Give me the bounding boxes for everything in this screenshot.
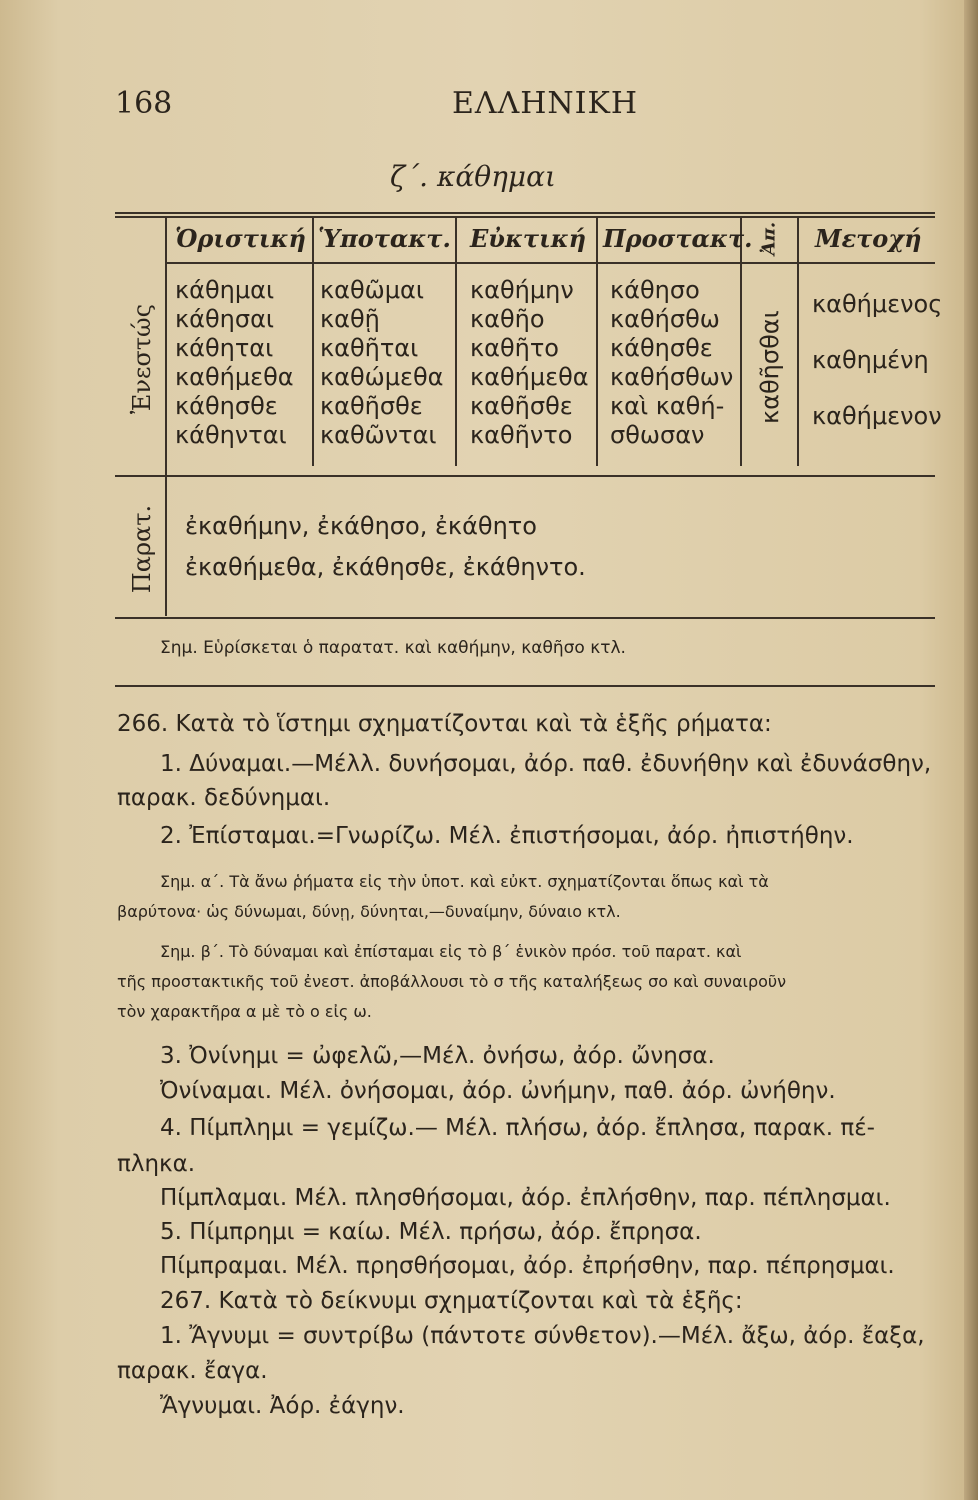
table-col-divider [797,216,799,466]
running-title: ΕΛΛΗΝΙΚΗ [452,86,639,121]
imperative-forms: κάθησο καθήσθω κάθησθε καθήσθων καὶ καθή- σθωσαν [610,276,734,449]
item-5-line-2: Πίμπραμαι. Μέλ. πρησθήσομαι, ἀόρ. ἐπρήσθην, παρ. πέπρησμαι. [160,1253,895,1279]
table-note: Σημ. Εὑρίσκεται ὁ παρατατ. καὶ καθήμην, καθῆσο κτλ. [160,638,626,658]
table-top-rule [115,212,935,214]
subjunctive-forms: καθῶμαι καθῇ καθῆται καθώμεθα καθῆσθε καθῶνται [320,276,444,449]
optative-forms: καθήμην καθῆο καθῆτο καθήμεθα καθῆσθε καθῆντο [470,276,589,449]
table-col-divider [596,216,598,466]
infinitive-form: καθῆσθαι [756,310,784,424]
header-participle: Μετοχή [815,224,922,253]
table-col-divider [312,216,314,466]
header-imperative: Προστακτ. [603,224,753,253]
item-4-line-2: πληκα. [117,1151,196,1177]
note-a-line-2: βαρύτονα· ὡς δύνωμαι, δύνῃ, δύνηται,—δυναίμην, δύναιο κτλ. [117,902,621,921]
item-2: 2. Ἐπίσταμαι.=Γνωρίζω. Μέλ. ἐπιστήσομαι, ἀόρ. ἠπιστήθην. [160,823,854,849]
item-5-line-1: 5. Πίμπρημι = καίω. Μέλ. πρήσω, ἀόρ. ἔπρησα. [160,1219,702,1245]
table-header-rule [165,262,935,264]
participle-forms: καθήμενος καθημένη καθήμενον [812,290,943,430]
table-top-rule-2 [115,216,935,218]
item-3-line-1: 3. Ὀνίνημι = ὠφελῶ,—Μέλ. ὀνήσω, ἀόρ. ὤνησα. [160,1043,715,1069]
note-rule [115,685,935,687]
header-optative: Εὐκτική [470,224,587,253]
item-1-line-1: 1. Δύναμαι.—Μέλλ. δυνήσομαι, ἀόρ. παθ. ἐδυνήθην καὶ ἐδυνάσθην, [160,751,932,777]
indicative-forms: κάθημαι κάθησαι κάθηται καθήμεθα κάθησθε κάθηνται [175,276,294,449]
item-1-line-2: παρακ. δεδύνημαι. [117,785,331,811]
table-col-divider [740,216,742,466]
table-col-divider [165,216,167,616]
item-6-line-1: 1. Ἄγνυμι = συντρίβω (πάντοτε σύνθετον).—Μέλ. ἄξω, ἀόρ. ἔαξα, [160,1323,925,1349]
imperfect-line-2: ἐκαθήμεθα, ἐκάθησθε, ἐκάθηντο. [185,553,586,581]
table-col-divider [455,216,457,466]
note-b-line-1: Σημ. β΄. Τὸ δύναμαι καὶ ἐπίσταμαι εἰς τὸ β΄ ἑνικὸν πρόσ. τοῦ παρατ. καὶ [160,942,742,961]
row-label-imperfect: Παρατ. [128,504,156,594]
table-mid-rule [115,475,935,477]
note-b-line-2: τῆς προστακτικῆς τοῦ ἐνεστ. ἀποβάλλουσι τὸ σ τῆς καταλήξεως σο καὶ συναιροῦν [117,972,787,991]
row-label-present: Ἐνεστώς [128,303,156,415]
table-bottom-rule [115,617,935,619]
header-indicative: Ὁριστική [175,224,306,253]
imperfect-line-1: ἐκαθήμην, ἐκάθησο, ἐκάθητο [185,512,537,540]
note-b-line-3: τὸν χαρακτῆρα α μὲ τὸ ο εἰς ω. [117,1002,372,1021]
item-6-line-3: Ἄγνυμαι. Ἀόρ. ἐάγην. [160,1393,405,1419]
section-title: ζ΄. κάθημαι [390,160,556,193]
header-subjunctive: Ὑποτακτ. [318,224,451,253]
paragraph-266: 266. Κατὰ τὸ ἵστημι σχηματίζονται καὶ τὰ ἑξῆς ρήματα: [117,711,772,737]
paragraph-267: 267. Κατὰ τὸ δείκνυμι σχηματίζονται καὶ τὰ ἑξῆς: [160,1288,743,1314]
note-a-line-1: Σημ. α΄. Τὰ ἄνω ῥήματα εἰς τὴν ὑποτ. καὶ εὐκτ. σχηματίζονται ὅπως καὶ τὰ [160,872,769,891]
item-3-line-2: Ὀνίναμαι. Μέλ. ὀνήσομαι, ἀόρ. ὠνήμην, παθ. ἀόρ. ὠνήθην. [160,1078,836,1104]
item-6-line-2: παρακ. ἔαγα. [117,1358,268,1384]
header-infinitive: Ἀπ. [758,221,780,256]
item-4-line-1: 4. Πίμπλημι = γεμίζω.— Μέλ. πλήσω, ἀόρ. ἔπλησα, παρακ. πέ- [160,1115,875,1141]
item-4-line-3: Πίμπλαμαι. Μέλ. πλησθήσομαι, ἀόρ. ἐπλήσθην, παρ. πέπλησμαι. [160,1185,891,1211]
page-number: 168 [115,86,173,121]
